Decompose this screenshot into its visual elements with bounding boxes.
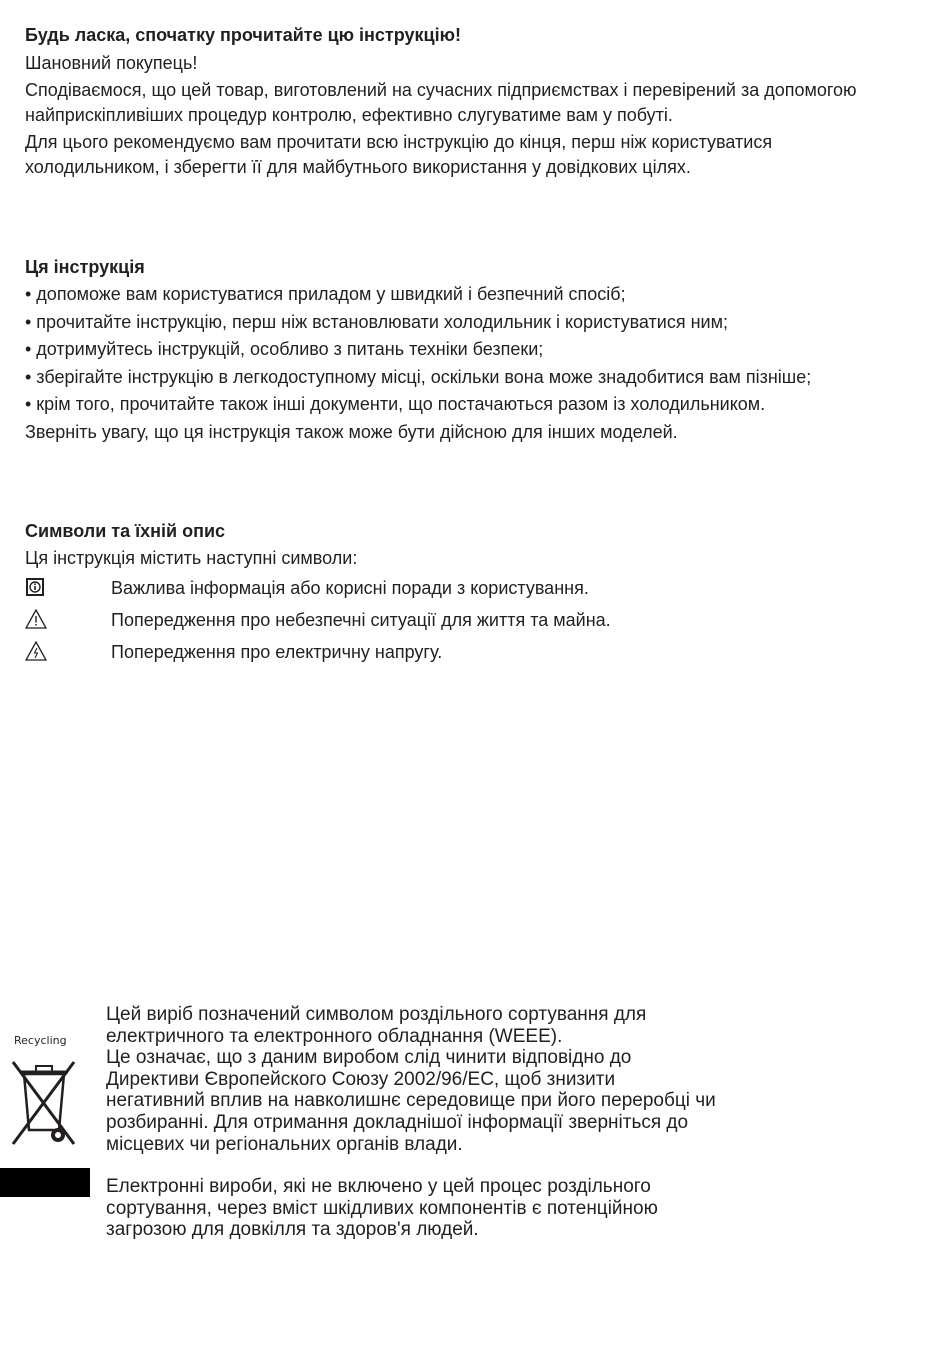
- manual-note: Зверніть увагу, що ця інструкція також може бути дійсною для інших моделей.: [25, 421, 678, 442]
- symbol-description: Важлива інформація або корисні поради з користування.: [111, 578, 589, 598]
- symbol-description: Попередження про електричну напругу.: [111, 642, 443, 662]
- warning-triangle-icon: [25, 609, 45, 629]
- weee-line: Електронні вироби, які не включено у цей процес роздільного: [106, 1176, 651, 1197]
- manual-heading: Ця інструкція: [25, 257, 145, 277]
- weee-line: Цей виріб позначений символом роздільного сортування для: [106, 1004, 647, 1025]
- manual-bullet: • прочитайте інструкцію, перш ніж встановлювати холодильник і користуватися ним;: [25, 311, 728, 332]
- weee-line: Це означає, що з даним виробом слід чинити відповідно до: [106, 1047, 632, 1069]
- recycling-label: Recycling: [14, 1034, 67, 1047]
- weee-paragraph-1: [106, 1004, 826, 1155]
- symbols-section: [25, 519, 865, 574]
- weee-line: негативний вплив на навколишнє середовище при його переробці чи: [106, 1090, 716, 1112]
- info-icon: [25, 577, 45, 597]
- crossed-out-wheelie-bin-icon: [10, 1054, 82, 1152]
- greeting: Шановний покупець!: [25, 52, 198, 73]
- symbol-row-info: [25, 576, 885, 604]
- weee-line: Директиви Європейского Союзу 2002/96/EC, щоб знизити: [106, 1068, 616, 1090]
- weee-paragraph-2: [106, 1176, 826, 1241]
- intro-heading: Будь ласка, спочатку прочитайте цю інструкцію!: [25, 25, 461, 45]
- manual-bullet: • зберігайте інструкцію в легкодоступному місці, оскільки вона може знадобитися вам пізніше;: [25, 366, 812, 387]
- manual-section: [25, 255, 865, 447]
- weee-line: місцевих чи регіональних органів влади.: [106, 1133, 463, 1155]
- black-bar: [0, 1168, 90, 1197]
- symbol-description: Попередження про небезпечні ситуації для життя та майна.: [111, 610, 611, 630]
- manual-bullet: • допоможе вам користуватися приладом у швидкий і безпечний спосіб;: [25, 284, 626, 304]
- electric-warning-icon: [25, 641, 45, 661]
- symbol-row-warning: [25, 608, 885, 636]
- symbols-heading: Символи та їхній опис: [25, 521, 226, 541]
- intro-section: [25, 23, 865, 182]
- weee-line: електричного та електронного обладнання (WEEE).: [106, 1025, 563, 1047]
- intro-paragraph-1: Сподіваємося, що цей товар, виготовлений на сучасних підприємствах і перевірений за допомогою найприскіпливіших процедур контролю, ефективно слугуватиме вам у побуті.: [25, 80, 857, 125]
- manual-bullet: • крім того, прочитайте також інші документи, що постачаються разом із холодильником.: [25, 394, 766, 414]
- weee-line: сортування, через вміст шкідливих компонентів є потенційною: [106, 1197, 658, 1219]
- intro-paragraph-2: Для цього рекомендуємо вам прочитати всю інструкцію до кінця, перш ніж користуватися холодильником, і зберегти її для майбутнього використання у довідкових цілях.: [25, 132, 773, 177]
- weee-line: загрозою для довкілля та здоров'я людей.: [106, 1219, 479, 1241]
- weee-line: розбиранні. Для отримання докладнішої інформації зверніться до: [106, 1111, 689, 1133]
- manual-bullet: • дотримуйтесь інструкцій, особливо з питань техніки безпеки;: [25, 339, 544, 359]
- symbol-row-electric: [25, 640, 885, 668]
- symbols-intro: Ця інструкція містить наступні символи:: [25, 548, 358, 568]
